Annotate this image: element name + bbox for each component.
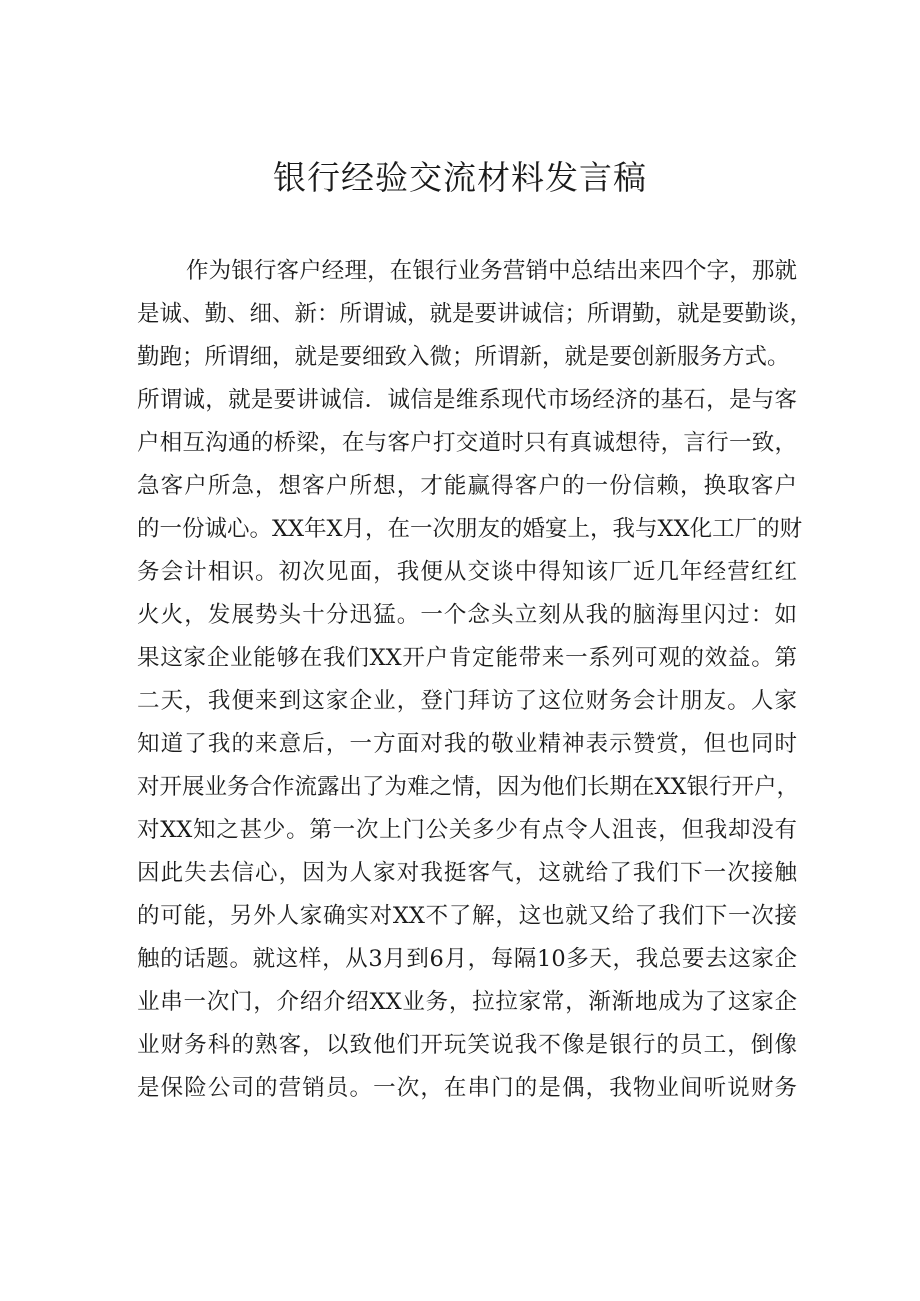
body-line: 的一份诚心。XX年X月，在一次朋友的婚宴上，我与XX化工厂的财 xyxy=(137,516,803,542)
body-line: 触的话题。就这样，从3月到6月，每隔10多天，我总要去这家企 xyxy=(137,946,797,972)
body-line: 对开展业务合作流露出了为难之情，因为他们长期在XX银行开户， xyxy=(137,774,800,800)
body-line: 果这家企业能够在我们XX开户肯定能带来一系列可观的效益。第 xyxy=(137,645,797,671)
body-line: 火火，发展势头十分迅猛。一个念头立刻从我的脑海里闪过：如 xyxy=(137,602,797,628)
body-line: 作为银行客户经理，在银行业务营销中总结出来四个字，那就 xyxy=(186,258,797,284)
body-line: 业串一次门，介绍介绍XX业务，拉拉家常，渐渐地成为了这家企 xyxy=(137,989,797,1015)
body-line: 勤跑；所谓细，就是要细致入微；所谓新，就是要创新服务方式。 xyxy=(137,344,790,370)
body-line: 是保险公司的营销员。一次，在串门的是偶，我物业间听说财务 xyxy=(137,1075,797,1101)
body-line: 是诚、勤、细、新：所谓诚，就是要讲诚信；所谓勤，就是要勤谈， xyxy=(137,301,813,327)
body-line: 业财务科的熟客，以致他们开玩笑说我不像是银行的员工，倒像 xyxy=(137,1032,797,1058)
body-line: 户相互沟通的桥梁，在与客户打交道时只有真诚想待，言行一致， xyxy=(137,430,797,456)
document-body xyxy=(137,250,813,1110)
body-line: 知道了我的来意后，一方面对我的敬业精神表示赞赏，但也同时 xyxy=(137,731,797,757)
body-line: 急客户所急，想客户所想，才能赢得客户的一份信赖，换取客户 xyxy=(137,473,797,499)
body-line: 对XX知之甚少。第一次上门公关多少有点令人沮丧，但我却没有 xyxy=(137,817,797,843)
body-line: 因此失去信心，因为人家对我挺客气，这就给了我们下一次接触 xyxy=(137,860,797,886)
body-line: 的可能，另外人家确实对XX不了解，这也就又给了我们下一次接 xyxy=(137,903,797,929)
body-line: 所谓诚，就是要讲诚信．诚信是维系现代市场经济的基石，是与客 xyxy=(137,387,797,413)
body-line: 务会计相识。初次见面，我便从交谈中得知该厂近几年经营红红 xyxy=(137,559,797,585)
document-title: 银行经验交流材料发言稿 xyxy=(273,158,647,197)
body-line: 二天，我便来到这家企业，登门拜访了这位财务会计朋友。人家 xyxy=(137,688,797,714)
